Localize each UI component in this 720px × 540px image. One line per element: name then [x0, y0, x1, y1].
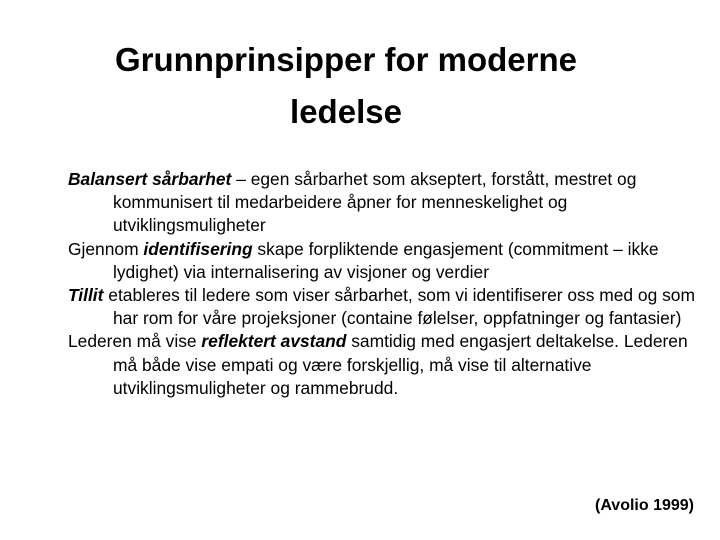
slide-title [0, 34, 692, 138]
paragraph-emphasis: Tillit [68, 285, 104, 306]
paragraph-balansert-sarbarhet [68, 168, 708, 238]
slide-title-line-2: ledelse [290, 93, 402, 130]
paragraph-text: Lederen må vise [68, 331, 202, 352]
paragraph-text: skape forpliktende engasjement (commitment – ikke lydighet) via internalisering av visjoner og verdier [113, 238, 659, 282]
paragraph-reflektert-avstand [68, 330, 708, 400]
slide-body [68, 168, 708, 400]
paragraph-emphasis: identifisering [143, 238, 253, 259]
citation: (Avolio 1999) [595, 497, 694, 514]
paragraph-emphasis: reflektert avstand [201, 331, 347, 352]
paragraph-text: – egen sårbarhet som akseptert, forstått, mestret og kommunisert til medarbeidere åpner for menneskelighet og utviklingsmuligheter [113, 169, 637, 236]
paragraph-text: etableres til ledere som viser sårbarhet, som vi identifiserer oss med og som har rom for våre projeksjoner (containe følelser, oppfatninger og fantasier) [103, 285, 695, 329]
paragraph-text: Gjennom [68, 238, 144, 259]
paragraph-emphasis: Balansert sårbarhet [68, 169, 232, 189]
paragraph-text: samtidig med engasjert deltakelse. Lederen må både vise empati og være forskjellig, må vise til alternative utviklingsmuligheter og rammebrudd. [113, 331, 688, 398]
paragraph-tillit [68, 284, 708, 330]
paragraph-identifisering [68, 238, 708, 284]
slide-title-line-1: Grunnprinsipper for moderne [114, 41, 578, 78]
